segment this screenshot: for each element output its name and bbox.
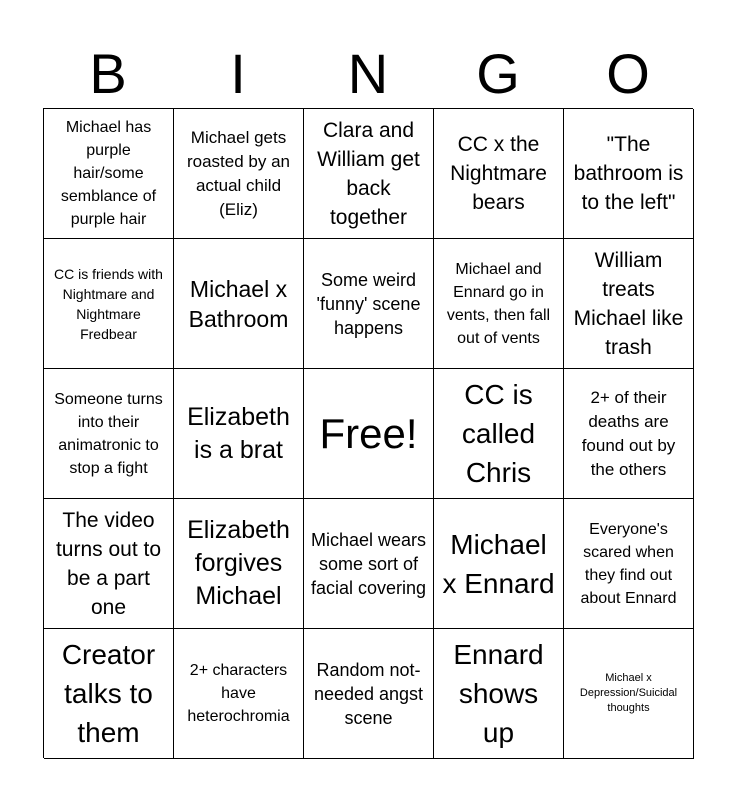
bingo-cell[interactable] bbox=[174, 369, 304, 499]
bingo-cell[interactable] bbox=[174, 629, 304, 759]
header-letter-g: G bbox=[476, 42, 520, 105]
cell-text: The video turns out to be a part one bbox=[55, 508, 162, 619]
bingo-cell[interactable] bbox=[44, 629, 174, 759]
cell-text: Michael x Depression/Suicidal thoughts bbox=[579, 672, 678, 714]
bingo-cell[interactable] bbox=[564, 629, 694, 759]
cell-text: Michael and Ennard go in vents, then fall out of vents bbox=[446, 260, 551, 347]
cell-text: Some weird 'funny' scene happens bbox=[316, 269, 421, 338]
bingo-cell[interactable] bbox=[434, 499, 564, 629]
free-space-text: Free! bbox=[319, 409, 418, 457]
bingo-cell[interactable] bbox=[564, 369, 694, 499]
bingo-cell[interactable] bbox=[304, 629, 434, 759]
bingo-cell[interactable] bbox=[304, 239, 434, 369]
cell-text: Someone turns into their animatronic to stop a fight bbox=[54, 390, 163, 477]
cell-text: CC is called Chris bbox=[461, 379, 536, 488]
bingo-cell[interactable] bbox=[44, 109, 174, 239]
bingo-cell[interactable] bbox=[44, 239, 174, 369]
cell-text: Everyone's scared when they find out about Ennard bbox=[580, 520, 677, 607]
bingo-cell[interactable] bbox=[564, 109, 694, 239]
bingo-cell[interactable] bbox=[174, 239, 304, 369]
cell-text: Michael x Ennard bbox=[442, 528, 555, 599]
cell-text: Michael gets roasted by an actual child (Eliz) bbox=[186, 127, 290, 219]
bingo-cell[interactable] bbox=[174, 109, 304, 239]
cell-text: CC is friends with Nightmare and Nightmare Fredbear bbox=[54, 265, 163, 342]
header-letter-n: N bbox=[347, 42, 389, 105]
bingo-cell[interactable] bbox=[44, 369, 174, 499]
cell-text: Michael has purple hair/some semblance of purple hair bbox=[60, 119, 157, 228]
bingo-header bbox=[43, 40, 693, 108]
cell-text: Random not-needed angst scene bbox=[313, 659, 424, 728]
cell-text: 2+ of their deaths are found out by the others bbox=[581, 387, 676, 479]
bingo-cell[interactable] bbox=[434, 369, 564, 499]
bingo-cell[interactable] bbox=[174, 499, 304, 629]
cell-text: Michael x Bathroom bbox=[188, 275, 289, 332]
free-space-cell[interactable] bbox=[304, 369, 434, 499]
bingo-cell[interactable] bbox=[304, 499, 434, 629]
bingo-cell[interactable] bbox=[434, 239, 564, 369]
bingo-cell[interactable] bbox=[304, 109, 434, 239]
bingo-cell[interactable] bbox=[44, 499, 174, 629]
header-letter-o: O bbox=[606, 42, 650, 105]
cell-text: Creator talks to them bbox=[61, 639, 156, 748]
bingo-grid bbox=[43, 108, 693, 758]
cell-text: Ennard shows up bbox=[453, 639, 544, 748]
cell-text: 2+ characters have heterochromia bbox=[187, 662, 290, 725]
cell-text: Michael wears some sort of facial covering bbox=[310, 529, 427, 598]
bingo-cell[interactable] bbox=[564, 499, 694, 629]
cell-text: Elizabeth is a brat bbox=[187, 402, 290, 464]
header-letter-b: B bbox=[89, 42, 127, 105]
cell-text: CC x the Nightmare bears bbox=[450, 133, 547, 214]
bingo-cell[interactable] bbox=[564, 239, 694, 369]
cell-text: Clara and William get back together bbox=[317, 118, 420, 229]
cell-text: "The bathroom is to the left" bbox=[573, 133, 684, 214]
cell-text: Elizabeth forgives Michael bbox=[187, 516, 290, 610]
bingo-cell[interactable] bbox=[434, 109, 564, 239]
header-letter-i: I bbox=[230, 42, 246, 105]
cell-text: William treats Michael like trash bbox=[573, 248, 684, 359]
bingo-cell[interactable] bbox=[434, 629, 564, 759]
